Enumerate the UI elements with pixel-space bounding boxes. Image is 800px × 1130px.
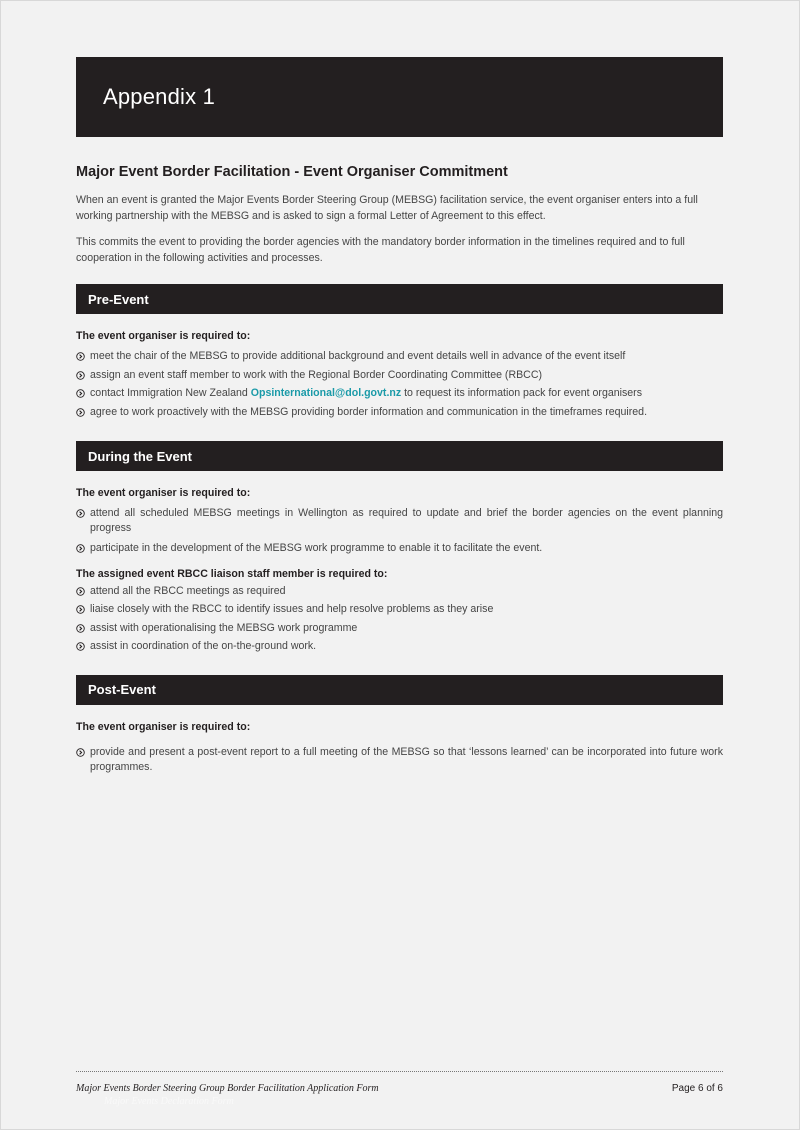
intro-paragraph: This commits the event to providing the border agencies with the mandatory border information in the timelines required and to full cooperation in the following activities and processes.	[76, 236, 685, 264]
section-title: During the Event	[88, 448, 193, 464]
circled-arrow-icon	[76, 352, 85, 361]
list-item-text: assign an event staff member to work with the Regional Border Coordinating Committee (RBCC)	[90, 368, 543, 381]
circled-arrow-icon	[76, 544, 85, 553]
requirement-subheading: The event organiser is required to:	[76, 720, 251, 733]
circled-arrow-icon	[76, 605, 85, 614]
list-item-text: provide and present a post-event report to a full meeting of the MEBSG so that ‘lessons learned’ can be incorporated into future work programmes.	[90, 745, 723, 773]
list-item	[76, 349, 723, 364]
list-item	[76, 639, 723, 654]
list-item-text: attend all the RBCC meetings as required	[90, 584, 286, 597]
list-item	[76, 405, 723, 420]
circled-arrow-icon	[76, 389, 85, 398]
section-header-post-event	[76, 675, 723, 705]
liaison-subheading: The assigned event RBCC liaison staff member is required to:	[76, 567, 388, 580]
list-item-text: meet the chair of the MEBSG to provide additional background and event details well in advance of the event itself	[90, 350, 626, 362]
section-title: Pre-Event	[88, 291, 149, 307]
list-item-text: participate in the development of the MEBSG work programme to enable it to facilitate the event.	[90, 542, 543, 554]
appendix-banner	[76, 57, 723, 137]
list-item-text: liaise closely with the RBCC to identify issues and help resolve problems as they arise	[90, 603, 494, 615]
list-item-text: assist with operationalising the MEBSG work programme	[90, 621, 358, 634]
requirement-subheading: The event organiser is required to:	[76, 330, 251, 342]
section-header-pre-event	[76, 284, 723, 314]
circled-arrow-icon	[76, 371, 85, 380]
list-item	[76, 602, 723, 617]
requirement-subheading: The event organiser is required to:	[76, 487, 251, 499]
circled-arrow-icon	[76, 509, 85, 518]
section-header-during-event	[76, 441, 723, 471]
list-item	[76, 745, 723, 775]
footer-document-title: Major Events Border Steering Group Border Facilitation Application Form	[76, 1083, 379, 1094]
appendix-title: Appendix 1	[103, 84, 216, 109]
footer-ghost-text: Major Events Declaration Form	[104, 1096, 234, 1107]
page-number: Page 6 of 6	[671, 1083, 723, 1094]
circled-arrow-icon	[76, 624, 85, 633]
list-item	[76, 541, 723, 556]
list-item-text: agree to work proactively with the MEBSG providing border information and communication in the timeframes required.	[90, 405, 648, 418]
contact-email-link[interactable]: Opsinternational@dol.govt.nz	[250, 387, 402, 399]
intro-paragraph: When an event is granted the Major Events Border Steering Group (MEBSG) facilitation service, the event organiser enters into a full working partnership with the MEBSG and is asked to sign a formal Letter of Agreement to this effect.	[76, 194, 698, 222]
section-title: Post-Event	[88, 682, 156, 697]
during-event-list	[76, 506, 723, 556]
list-item	[76, 621, 723, 636]
liaison-list	[76, 584, 723, 655]
list-item	[76, 386, 723, 401]
post-event-list	[76, 745, 723, 775]
main-content	[76, 160, 723, 778]
pre-event-list	[76, 349, 723, 420]
circled-arrow-icon	[76, 748, 85, 757]
document-heading: Major Event Border Facilitation - Event Organiser Commitment	[76, 164, 508, 180]
list-item	[76, 368, 723, 383]
list-item-text: to request its information pack for event organisers	[401, 387, 642, 399]
list-item	[76, 584, 723, 599]
circled-arrow-icon	[76, 587, 85, 596]
list-item-text: contact Immigration New Zealand	[90, 387, 251, 399]
footer-divider	[76, 1071, 723, 1072]
circled-arrow-icon	[76, 408, 85, 417]
list-item-text: attend all scheduled MEBSG meetings in Wellington as required to update and brief the border agencies on the event planning progress	[90, 507, 723, 534]
list-item	[76, 506, 723, 536]
list-item-text: assist in coordination of the on-the-ground work.	[90, 640, 317, 652]
circled-arrow-icon	[76, 642, 85, 651]
